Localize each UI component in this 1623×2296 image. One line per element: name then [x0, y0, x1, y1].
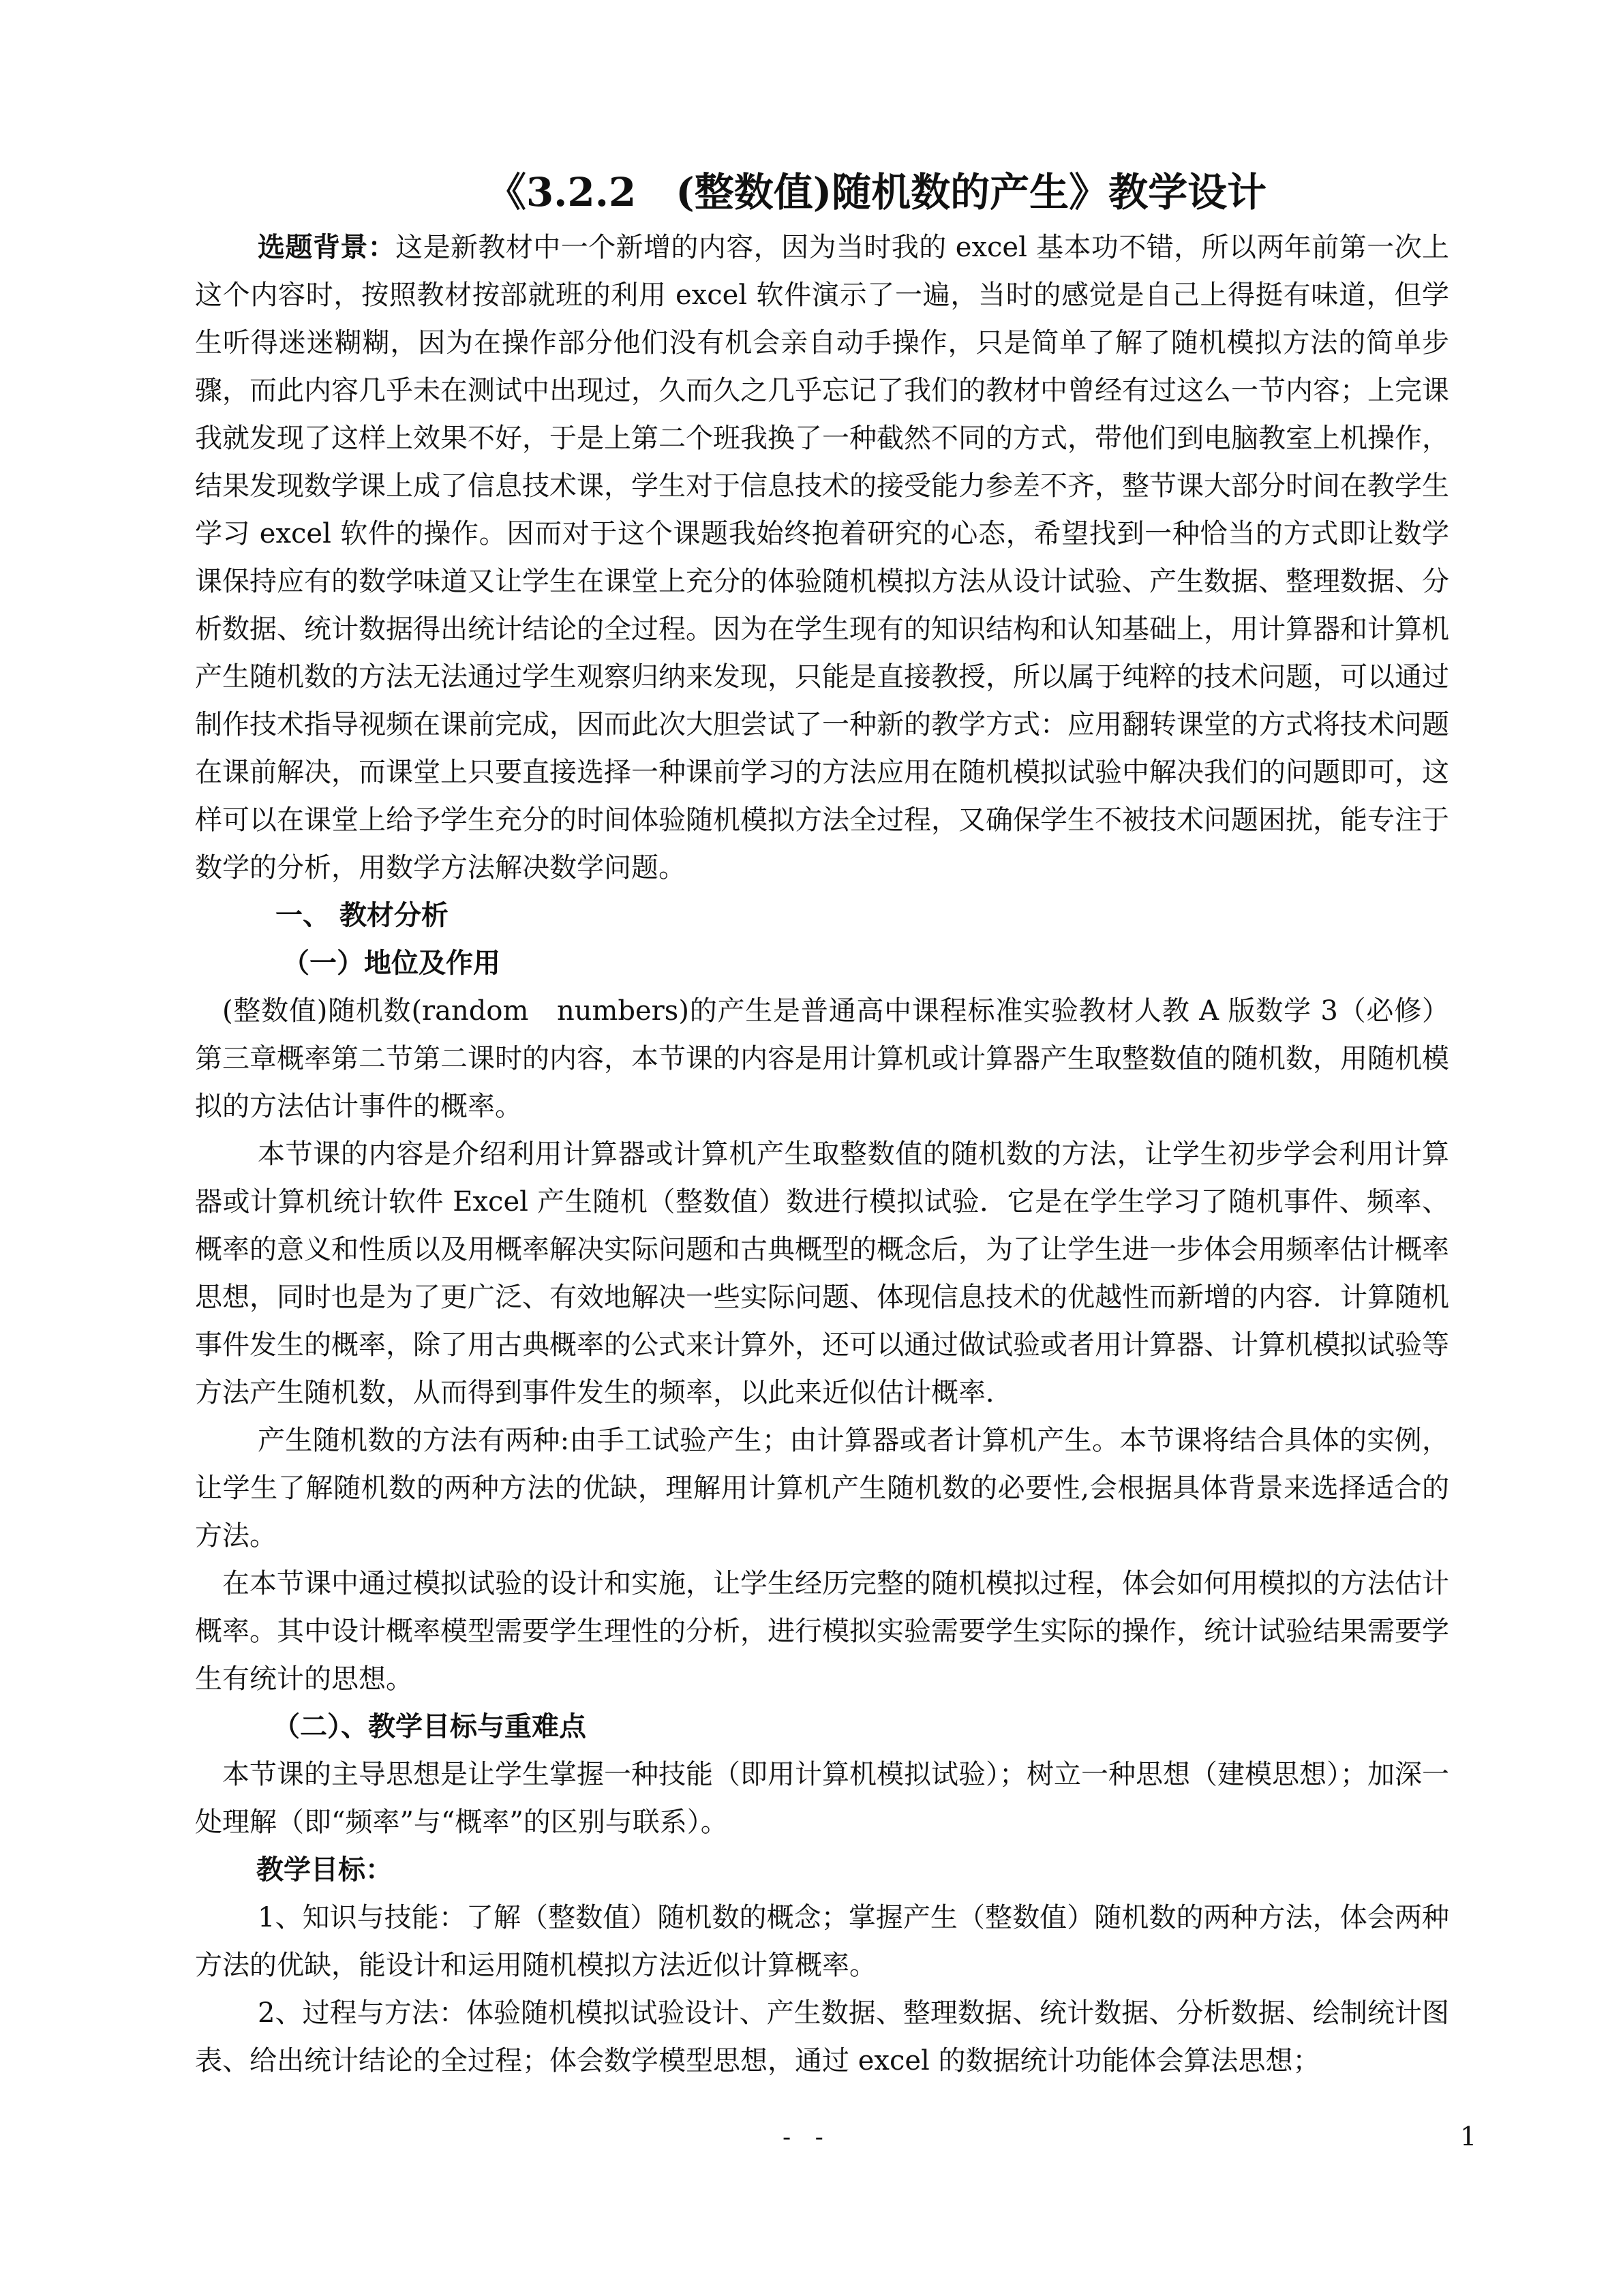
subsection-heading-role: （一）地位及作用	[282, 947, 500, 979]
paragraph-simulation: 在本节课中通过模拟试验的设计和实施，让学生经历完整的随机模拟过程，体会如何用模拟的方法估计概率。其中设计概率模型需要学生理性的分析，进行模拟实验需要学生实际的操作，统计试验结果需要学生有统计的思想。	[195, 1568, 1449, 1695]
background-text: 这是新教材中一个新增的内容，因为当时我的 excel 基本功不错，所以两年前第一次上这个内容时，按照教材按部就班的利用 excel 软件演示了一遍，当时的感觉是自己上得挺有味道，但学生听得迷迷糊糊，因为在操作部分他们没有机会亲自动手操作，只是简单了解了随机模拟方法的简单步骤，而此内容几乎未在测试中出现过，久而久之几乎忘记了我们的教材中曾经有过这么一节内容；上完课我就发现了这样上效果不好，于是上第二个班我换了一种截然不同的方式，带他们到电脑教室上机操作，结果发现数学课上成了信息技术课，学生对于信息技术的接受能力参差不齐，整节课大部分时间在教学生学习 excel 软件的操作。因而对于这个课题我始终抱着研究的心态，希望找到一种恰当的方式即让数学课保持应有的数学味道又让学生在课堂上充分的体验随机模拟方法从设计试验、产生数据、整理数据、分析数据、统计数据得出统计结论的全过程。因为在学生现有的知识结构和认知基础上，用计算器和计算机产生随机数的方法无法通过学生观察归纳来发现，只能是直接教授，所以属于纯粹的技术问题，可以通过制作技术指导视频在课前完成，因而此次大胆尝试了一种新的教学方式：应用翻转课堂的方式将技术问题在课前解决，而课堂上只要直接选择一种课前学习的方法应用在随机模拟试验中解决我们的问题即可，这样可以在课堂上给予学生充分的时间体验随机模拟方法全过程，又确保学生不被技术问题困扰，能专注于数学的分析，用数学方法解决数学问题。	[195, 232, 1450, 883]
paragraph-main-idea: 本节课的主导思想是让学生掌握一种技能（即用计算机模拟试验）；树立一种思想（建模思想）；加深一处理解（即“频率”与“概率”的区别与联系）。	[195, 1759, 1449, 1838]
goal-item-knowledge: 1、知识与技能：了解（整数值）随机数的概念；掌握产生（整数值）随机数的两种方法，体会两种方法的优缺，能设计和运用随机模拟方法近似计算概率。	[195, 1902, 1449, 1981]
document-title: 《3.2.2 (整数值)随机数的产生》教学设计	[486, 169, 1267, 215]
background-paragraph	[195, 224, 1449, 892]
document-body	[195, 161, 1449, 2085]
goal-item-process: 2、过程与方法：体验随机模拟试验设计、产生数据、整理数据、统计数据、分析数据、绘制统计图表、给出统计结论的全过程；体会数学模型思想，通过 excel 的数据统计功能体会算法思想；	[195, 1997, 1449, 2076]
background-label: 选题背景：	[258, 231, 396, 263]
page-number: 1	[1460, 2121, 1477, 2151]
goals-heading: 教学目标：	[256, 1854, 393, 1886]
paragraph-intro: (整数值)随机数(random numbers)的产生是普通高中课程标准实验教材人教 A 版数学 3（必修）第三章概率第二节第二课时的内容，本节课的内容是用计算机或计算器产生取整数值的随机数，用随机模拟的方法估计事件的概率。	[195, 995, 1449, 1122]
paragraph-methods: 产生随机数的方法有两种:由手工试验产生；由计算器或者计算机产生。本节课将结合具体的实例，让学生了解随机数的两种方法的优缺，理解用计算机产生随机数的必要性,会根据具体背景来选择适合的方法。	[195, 1425, 1449, 1552]
paragraph-content-description: 本节课的内容是介绍利用计算器或计算机产生取整数值的随机数的方法，让学生初步学会利用计算器或计算机统计软件 Excel 产生随机（整数值）数进行模拟试验．它是在学生学习了随机事件、频率、概率的意义和性质以及用概率解决实际问题和古典概型的概念后，为了让学生进一步体会用频率估计概率思想，同时也是为了更广泛、有效地解决一些实际问题、体现信息技术的优越性而新增的内容．计算随机事件发生的概率，除了用古典概率的公式来计算外，还可以通过做试验或者用计算器、计算机模拟试验等方法产生随机数，从而得到事件发生的频率，以此来近似估计概率．	[195, 1138, 1449, 1408]
footer-dashes: - -	[783, 2124, 832, 2151]
subsection-heading-goals: （二）、教学目标与重难点	[273, 1710, 586, 1742]
section-heading-textbook-analysis: 一、 教材分析	[275, 899, 449, 931]
